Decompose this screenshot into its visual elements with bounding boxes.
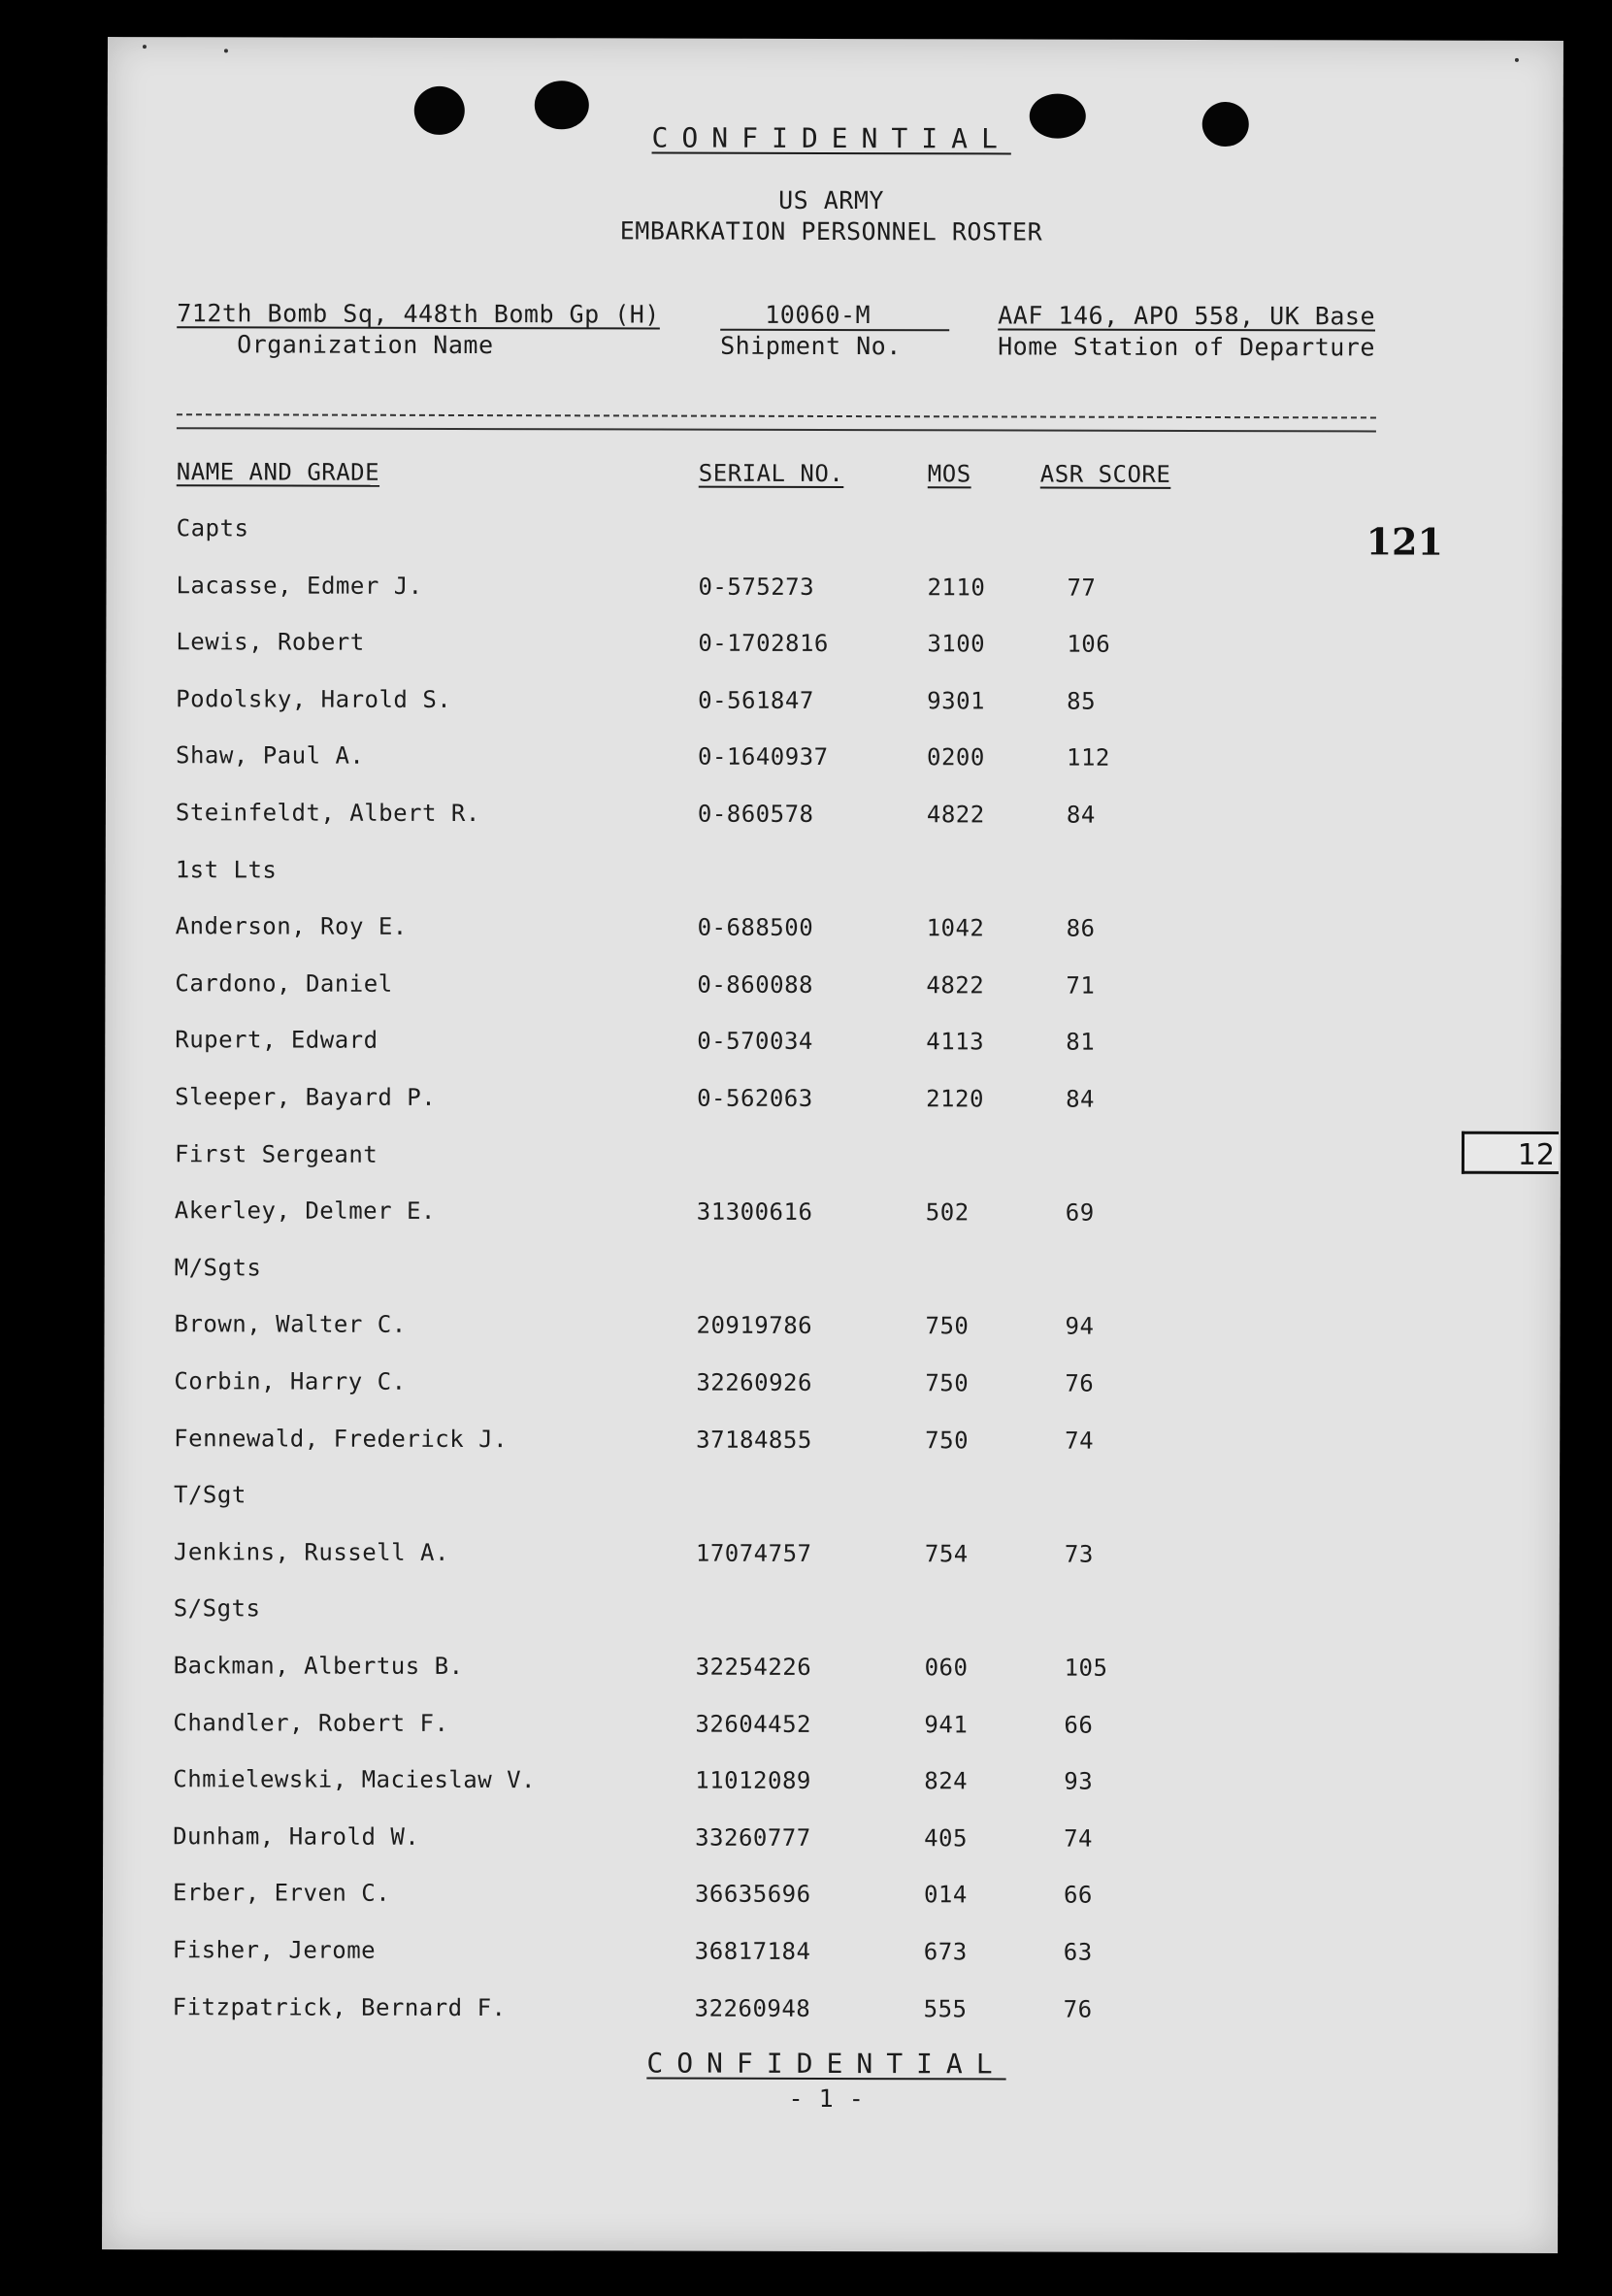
grade-heading: First Sergeant (174, 1140, 378, 1168)
column-header-serial: SERIAL NO. (698, 459, 844, 488)
roster-mos-cell: 4113 (926, 1028, 985, 1056)
roster-mos-cell: 502 (925, 1198, 970, 1227)
roster-serial-cell: 0-575273 (698, 573, 815, 601)
roster-name-cell: Fisher, Jerome (172, 1936, 377, 1964)
roster-name-cell: Shaw, Paul A. (176, 741, 365, 770)
roster-mos-cell: 9301 (927, 687, 986, 715)
roster-name-cell: Steinfeldt, Albert R. (175, 799, 480, 828)
grade-heading: Capts (176, 514, 249, 542)
roster-name-cell: Erber, Erven C. (172, 1879, 391, 1907)
side-index-tab: 12 (1462, 1132, 1559, 1174)
roster-serial-cell: 17074757 (695, 1539, 812, 1567)
roster-mos-cell: 3100 (927, 630, 986, 658)
roster-mos-cell: 405 (924, 1824, 969, 1853)
shipment-label: Shipment No. (720, 331, 902, 361)
speck (1515, 58, 1519, 62)
roster-serial-cell: 36817184 (694, 1937, 811, 1965)
roster-asr-cell: 77 (1067, 574, 1097, 602)
roster-serial-cell: 0-1702816 (698, 629, 829, 657)
roster-serial-cell: 0-860088 (697, 970, 814, 999)
classification-bottom: CONFIDENTIAL (646, 2047, 1006, 2081)
roster-mos-cell: 2120 (926, 1085, 984, 1113)
roster-name-cell: Dunham, Harold W. (173, 1822, 420, 1851)
roster-mos-cell: 941 (924, 1711, 969, 1739)
organization-label: Organization Name (237, 330, 494, 360)
roster-asr-cell: 105 (1064, 1654, 1108, 1682)
roster-name-cell: Sleeper, Bayard P. (175, 1083, 437, 1111)
roster-mos-cell: 4822 (926, 971, 985, 1000)
roster-name-cell: Anderson, Roy E. (175, 912, 408, 940)
speck (224, 49, 228, 52)
roster-serial-cell: 0-562063 (697, 1084, 813, 1112)
column-header-asr: ASR SCORE (1039, 460, 1171, 488)
roster-name-cell: Podolsky, Harold S. (176, 685, 452, 713)
roster-serial-cell: 36635696 (694, 1880, 811, 1908)
roster-name-cell: Backman, Albertus B. (173, 1652, 464, 1681)
roster-serial-cell: 32604452 (695, 1710, 812, 1738)
roster-mos-cell: 750 (925, 1369, 970, 1397)
roster-name-cell: Corbin, Harry C. (174, 1367, 407, 1395)
roster-serial-cell: 0-688500 (697, 913, 814, 941)
roster-name-cell: Chmielewski, Macieslaw V. (173, 1765, 537, 1794)
roster-asr-cell: 63 (1063, 1938, 1093, 1966)
roster-asr-cell: 84 (1066, 801, 1096, 829)
speck (143, 45, 147, 49)
roster-mos-cell: 754 (924, 1540, 969, 1568)
roster-serial-cell: 32260926 (696, 1368, 812, 1396)
roster-asr-cell: 74 (1065, 1427, 1095, 1455)
classification-top: CONFIDENTIAL (651, 121, 1011, 155)
roster-mos-cell: 0200 (927, 743, 985, 771)
roster-serial-cell: 31300616 (696, 1197, 813, 1226)
divider-rule (177, 413, 1376, 418)
roster-serial-cell: 37184855 (696, 1426, 812, 1454)
roster-name-cell: Jenkins, Russell A. (173, 1538, 449, 1566)
organization-value: 712th Bomb Sq, 448th Bomb Gp (H) (177, 299, 660, 329)
roster-name-cell: Rupert, Edward (175, 1026, 378, 1054)
roster-asr-cell: 71 (1066, 971, 1096, 1000)
roster-name-cell: Cardono, Daniel (175, 969, 393, 998)
roster-mos-cell: 750 (925, 1427, 970, 1455)
shipment-value: 10060-M (720, 301, 949, 332)
roster-name-cell: Chandler, Robert F. (173, 1709, 449, 1737)
roster-mos-cell: 060 (924, 1654, 969, 1682)
roster-mos-cell: 824 (924, 1767, 969, 1795)
roster-serial-cell: 0-561847 (698, 686, 814, 714)
roster-asr-cell: 85 (1067, 687, 1097, 715)
grade-heading: M/Sgts (174, 1254, 262, 1282)
roster-mos-cell: 2110 (927, 574, 986, 602)
roster-asr-cell: 76 (1065, 1369, 1095, 1397)
divider-rule (177, 427, 1376, 432)
roster-serial-cell: 32254226 (695, 1653, 812, 1681)
roster-asr-cell: 93 (1064, 1767, 1094, 1795)
roster-name-cell: Lacasse, Edmer J. (176, 572, 423, 600)
roster-asr-cell: 69 (1065, 1198, 1095, 1227)
grade-heading: T/Sgt (174, 1481, 247, 1509)
roster-name-cell: Brown, Walter C. (174, 1310, 407, 1338)
roster-serial-cell: 0-1640937 (698, 742, 829, 771)
roster-asr-cell: 73 (1064, 1540, 1094, 1568)
station-label: Home Station of Departure (998, 332, 1375, 362)
column-header-mos: MOS (927, 460, 971, 488)
station-value: AAF 146, APO 558, UK Base (998, 301, 1376, 331)
punch-hole (414, 86, 465, 135)
document-page (102, 37, 1563, 2253)
roster-name-cell: Fitzpatrick, Bernard F. (172, 1993, 507, 2022)
roster-asr-cell: 74 (1064, 1824, 1094, 1853)
roster-asr-cell: 112 (1067, 743, 1110, 771)
page-number: - 1 - (788, 2083, 865, 2114)
roster-mos-cell: 750 (925, 1312, 970, 1340)
roster-asr-cell: 94 (1065, 1312, 1095, 1340)
roster-serial-cell: 11012089 (695, 1766, 811, 1794)
form-title: EMBARKATION PERSONNEL ROSTER (619, 216, 1043, 246)
roster-asr-cell: 76 (1063, 1995, 1093, 2023)
roster-name-cell: Lewis, Robert (176, 628, 365, 656)
roster-asr-cell: 106 (1067, 630, 1111, 658)
roster-mos-cell: 555 (923, 1995, 968, 2023)
grade-heading: S/Sgts (173, 1594, 261, 1623)
roster-asr-cell: 66 (1064, 1711, 1094, 1739)
roster-serial-cell: 32260948 (694, 1994, 811, 2022)
roster-mos-cell: 673 (923, 1938, 968, 1966)
roster-name-cell: Fennewald, Frederick J. (174, 1425, 509, 1454)
grade-heading: 1st Lts (175, 856, 278, 884)
page-stamp-number: 121 (1365, 519, 1444, 564)
roster-name-cell: Akerley, Delmer E. (174, 1197, 436, 1225)
roster-serial-cell: 0-570034 (697, 1027, 813, 1055)
roster-serial-cell: 20919786 (696, 1311, 813, 1339)
agency-label: US ARMY (778, 185, 885, 215)
roster-asr-cell: 84 (1066, 1085, 1096, 1113)
roster-serial-cell: 0-860578 (697, 800, 814, 828)
column-header-name: NAME AND GRADE (176, 458, 380, 486)
roster-mos-cell: 014 (923, 1881, 968, 1909)
roster-asr-cell: 86 (1066, 914, 1096, 942)
roster-serial-cell: 33260777 (695, 1823, 811, 1852)
roster-mos-cell: 4822 (926, 801, 985, 829)
roster-mos-cell: 1042 (926, 914, 985, 942)
roster-asr-cell: 81 (1066, 1028, 1096, 1056)
punch-hole (1202, 102, 1249, 147)
roster-asr-cell: 66 (1063, 1881, 1093, 1909)
